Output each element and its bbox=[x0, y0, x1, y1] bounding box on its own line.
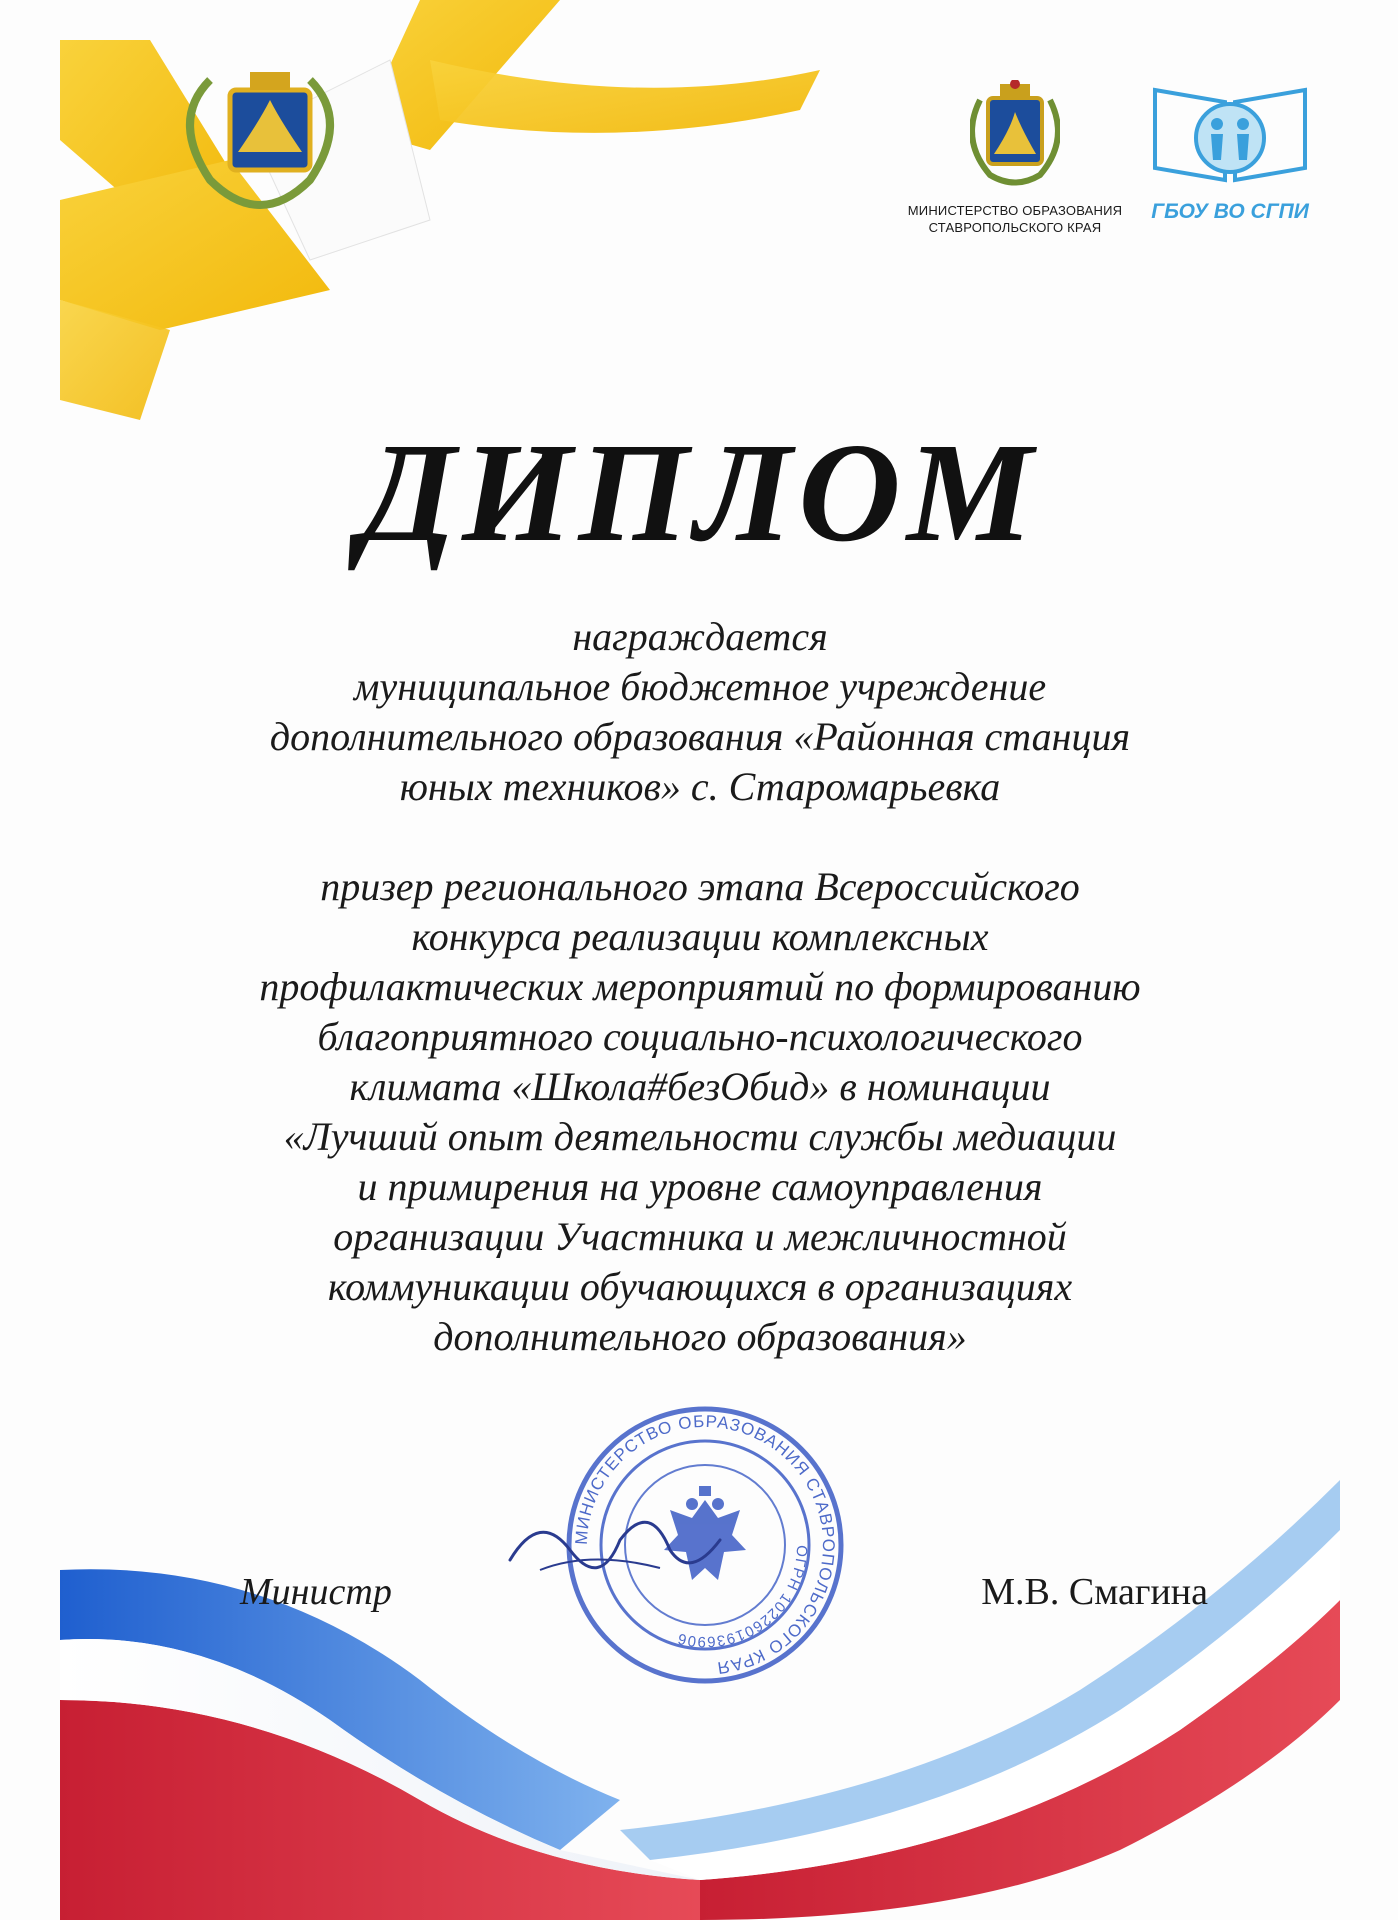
award-line-3: профилактических мероприятий по формированию bbox=[259, 964, 1141, 1009]
award-line-7: и примирения на уровне самоуправления bbox=[357, 1164, 1043, 1209]
diploma-title: ДИПЛОМ bbox=[358, 413, 1040, 571]
signature-row bbox=[0, 1570, 1398, 1640]
paragraph-gap bbox=[120, 812, 1280, 862]
regional-coat-of-arms-icon bbox=[190, 72, 330, 205]
open-book-globe-icon bbox=[1145, 80, 1315, 190]
signer-name: М.В. Смагина bbox=[981, 1571, 1208, 1613]
recipient-line-2: дополнительного образования «Районная станция bbox=[269, 714, 1131, 759]
header-logos bbox=[900, 80, 1340, 260]
recipient-line-3: юных техников» с. Старомарьевка bbox=[399, 764, 1001, 809]
award-line-1: призер регионального этапа Всероссийского bbox=[320, 864, 1080, 909]
award-line-9: коммуникации обучающихся в организациях bbox=[327, 1264, 1073, 1309]
ministry-name-line2: СТАВРОПОЛЬСКОГО КРАЯ bbox=[928, 220, 1102, 235]
ministry-name-line1: МИНИСТЕРСТВО ОБРАЗОВАНИЯ bbox=[907, 203, 1123, 218]
award-line-8: организации Участника и межличностной bbox=[333, 1214, 1067, 1259]
award-line-4: благоприятного социально-психологического bbox=[317, 1014, 1083, 1059]
recipient-line-1: муниципальное бюджетное учреждение bbox=[353, 664, 1047, 709]
award-line-10: дополнительного образования» bbox=[433, 1314, 967, 1359]
award-line-5: климата «Школа#безОбид» в номинации bbox=[349, 1064, 1051, 1109]
ministry-logo-block bbox=[900, 80, 1130, 236]
awarded-line: награждается bbox=[572, 614, 828, 659]
signer-position: Министр bbox=[240, 1571, 392, 1613]
diploma-body bbox=[120, 612, 1280, 1362]
institute-logo-block bbox=[1130, 80, 1330, 224]
award-line-6: «Лучший опыт деятельности службы медиации bbox=[283, 1114, 1117, 1159]
ministry-coat-of-arms-icon bbox=[970, 80, 1060, 190]
ministry-name bbox=[900, 202, 1130, 236]
institute-name: ГБОУ ВО СГПИ bbox=[1151, 200, 1309, 223]
stamp-outer-text: МИНИСТЕРСТВО ОБРАЗОВАНИЯ СТАВРОПОЛЬСКОГО КРАЯ bbox=[571, 1411, 839, 1678]
stamp-inner-text: ОГРН 1022601936906 bbox=[675, 1544, 811, 1651]
regional-flag bbox=[60, 0, 820, 420]
award-line-2: конкурса реализации комплексных bbox=[411, 914, 989, 959]
